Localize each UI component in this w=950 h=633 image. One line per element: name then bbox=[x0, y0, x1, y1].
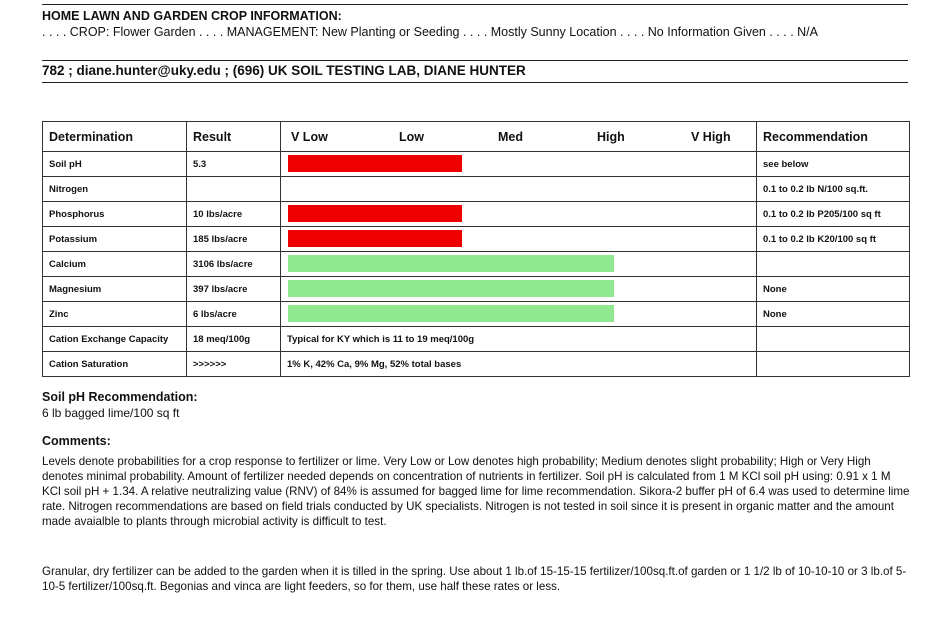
level-med: Med bbox=[498, 130, 523, 144]
row-result bbox=[187, 177, 281, 202]
level-graph bbox=[281, 152, 757, 177]
level-bar bbox=[288, 205, 462, 222]
col-recommendation: Recommendation bbox=[757, 122, 910, 152]
level-bar bbox=[288, 255, 614, 272]
level-graph bbox=[281, 277, 757, 302]
row-name: Phosphorus bbox=[43, 202, 187, 227]
row-result: 10 lbs/acre bbox=[187, 202, 281, 227]
table-row bbox=[43, 352, 910, 377]
row-name: Zinc bbox=[43, 302, 187, 327]
row-recommendation bbox=[757, 327, 910, 352]
table-row bbox=[43, 202, 910, 227]
table-row bbox=[43, 152, 910, 177]
lab-rule-bottom bbox=[42, 82, 908, 83]
row-name: Magnesium bbox=[43, 277, 187, 302]
top-rule bbox=[42, 4, 908, 5]
row-result: 5.3 bbox=[187, 152, 281, 177]
level-graph bbox=[281, 202, 757, 227]
lab-rule-top bbox=[42, 60, 908, 61]
col-result: Result bbox=[187, 122, 281, 152]
row-name: Cation Exchange Capacity bbox=[43, 327, 187, 352]
level-graph bbox=[281, 177, 757, 202]
row-recommendation bbox=[757, 252, 910, 277]
level-v-high: V High bbox=[691, 130, 731, 144]
level-graph bbox=[281, 252, 757, 277]
row-recommendation: 0.1 to 0.2 lb P205/100 sq ft bbox=[757, 202, 910, 227]
row-result: 185 lbs/acre bbox=[187, 227, 281, 252]
level-high: High bbox=[597, 130, 625, 144]
soil-test-table bbox=[42, 121, 910, 377]
level-bar bbox=[288, 280, 614, 297]
row-result: 397 lbs/acre bbox=[187, 277, 281, 302]
col-levels bbox=[281, 122, 757, 152]
col-determination: Determination bbox=[43, 122, 187, 152]
level-v-low: V Low bbox=[291, 130, 328, 144]
table-row bbox=[43, 302, 910, 327]
row-result: 18 meq/100g bbox=[187, 327, 281, 352]
row-recommendation: None bbox=[757, 302, 910, 327]
row-recommendation bbox=[757, 352, 910, 377]
row-result: 3106 lbs/acre bbox=[187, 252, 281, 277]
table-row bbox=[43, 252, 910, 277]
row-name: Cation Saturation bbox=[43, 352, 187, 377]
level-bar bbox=[288, 155, 462, 172]
level-bar bbox=[288, 305, 614, 322]
row-note: Typical for KY which is 11 to 19 meq/100g bbox=[281, 327, 757, 352]
row-name: Soil pH bbox=[43, 152, 187, 177]
table-header-row bbox=[43, 122, 910, 152]
header-title: HOME LAWN AND GARDEN CROP INFORMATION: bbox=[42, 9, 342, 23]
ph-recommendation-value: 6 lb bagged lime/100 sq ft bbox=[42, 406, 180, 420]
table-row bbox=[43, 277, 910, 302]
ph-recommendation-title: Soil pH Recommendation: bbox=[42, 390, 198, 404]
lab-contact-line: 782 ; diane.hunter@uky.edu ; (696) UK SOIL TESTING LAB, DIANE HUNTER bbox=[42, 63, 526, 78]
row-name: Potassium bbox=[43, 227, 187, 252]
crop-info-line: . . . . CROP: Flower Garden . . . . MANAGEMENT: New Planting or Seeding . . . . Mostly Sunny Location . . . . No Information Given . . . . N/A bbox=[42, 25, 818, 39]
comments-title: Comments: bbox=[42, 434, 111, 448]
table-row bbox=[43, 327, 910, 352]
row-result: >>>>>> bbox=[187, 352, 281, 377]
table-row bbox=[43, 227, 910, 252]
comments-paragraph-2: Granular, dry fertilizer can be added to the garden when it is tilled in the spring. Use about 1 lb.of 15-15-15 fertilizer/100sq.ft.of garden or 1 1/2 lb of 10-10-10 or 3 lb.of 5-10-5 fertilizer/100sq.ft. Begonias and vinca are light feeders, so for them, use half these rates or less. bbox=[42, 565, 907, 593]
row-note: 1% K, 42% Ca, 9% Mg, 52% total bases bbox=[281, 352, 757, 377]
table-row bbox=[43, 177, 910, 202]
level-low: Low bbox=[399, 130, 424, 144]
level-graph bbox=[281, 302, 757, 327]
level-bar bbox=[288, 230, 462, 247]
comments-paragraph-1: Levels denote probabilities for a crop response to fertilizer or lime. Very Low or Low denotes high probability; Medium denotes slight probability; High or Very High denotes minimal probability. Amount of fertilizer needed depends on concentration of nutrients in fertilizer. Soil pH is calculated from 1 M KCl soil pH using: 0.91 x 1 M KCl soil pH + 1.34. A relative neutralizing value (RNV) of 84% is assumed for bagged lime for lime recommendation. Sikora-2 buffer pH of 6.4 was used to determine lime rate. Nitrogen recommendations are based on field trials conducted by UK specialists. Nitrogen is not tested in soil since it is present in organic matter and the amount made avaialble to plants through microbial activity is difficult to test. bbox=[42, 455, 910, 528]
row-recommendation: 0.1 to 0.2 lb N/100 sq.ft. bbox=[757, 177, 910, 202]
row-recommendation: 0.1 to 0.2 lb K20/100 sq ft bbox=[757, 227, 910, 252]
row-name: Nitrogen bbox=[43, 177, 187, 202]
row-name: Calcium bbox=[43, 252, 187, 277]
row-recommendation: None bbox=[757, 277, 910, 302]
row-recommendation: see below bbox=[757, 152, 910, 177]
row-result: 6 lbs/acre bbox=[187, 302, 281, 327]
level-graph bbox=[281, 227, 757, 252]
